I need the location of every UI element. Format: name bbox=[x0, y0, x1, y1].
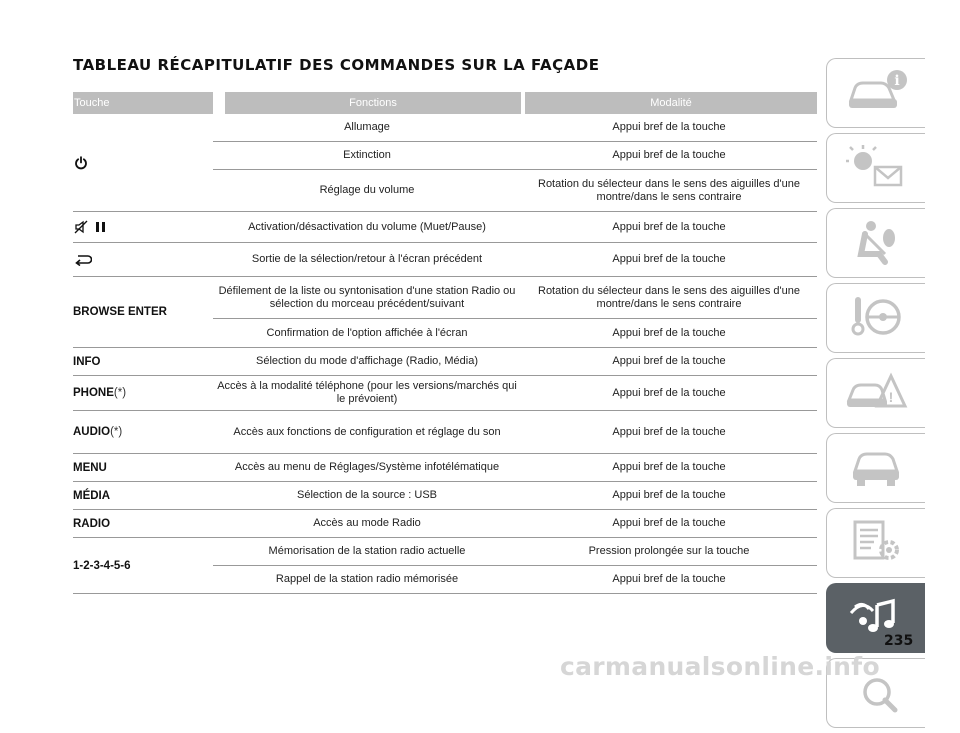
table-row bbox=[73, 243, 817, 277]
table-row bbox=[73, 114, 817, 212]
function-cell: Rappel de la station radio mémorisée bbox=[275, 573, 459, 585]
table-header bbox=[73, 92, 817, 114]
function-cell: Extinction bbox=[343, 149, 391, 161]
table-subrow bbox=[213, 114, 817, 141]
table-row bbox=[73, 538, 817, 594]
table-row bbox=[73, 348, 817, 376]
table-subrow bbox=[213, 212, 817, 242]
key-cell bbox=[73, 114, 213, 211]
key-cell bbox=[73, 538, 213, 593]
specs-gear-icon bbox=[841, 516, 911, 571]
back-icon bbox=[73, 254, 92, 266]
mode-cell: Appui bref de la touche bbox=[612, 220, 726, 233]
table-row bbox=[73, 376, 817, 411]
function-cell: Mémorisation de la station radio actuelle bbox=[268, 545, 466, 557]
key-cell bbox=[73, 348, 213, 375]
key-label: RADIO bbox=[73, 517, 111, 530]
seat-airbag-icon bbox=[841, 216, 911, 271]
mode-cell: Appui bref de la touche bbox=[612, 517, 726, 529]
key-cell bbox=[73, 376, 213, 410]
header-modalite: Modalité bbox=[525, 92, 817, 114]
table-row bbox=[73, 510, 817, 538]
key-cell bbox=[73, 510, 213, 537]
mode-cell: Appui bref de la touche bbox=[612, 149, 726, 161]
table-subrow bbox=[213, 318, 817, 347]
key-cell bbox=[73, 454, 213, 481]
function-cell: Allumage bbox=[344, 121, 390, 133]
table-subrow bbox=[213, 510, 817, 537]
key-cell bbox=[73, 243, 213, 276]
table-subrow bbox=[213, 565, 817, 593]
commands-table bbox=[73, 92, 817, 594]
mode-cell: Appui bref de la touche bbox=[612, 461, 726, 473]
function-cell: Accès au menu de Réglages/Système infotélématique bbox=[234, 461, 500, 473]
sidebar-tab-steering-key[interactable] bbox=[826, 283, 925, 353]
power-icon bbox=[73, 156, 88, 170]
key-cell bbox=[73, 411, 213, 453]
table-subrow bbox=[213, 482, 817, 509]
table-subrow bbox=[213, 141, 817, 169]
function-cell: Sélection de la source : USB bbox=[296, 489, 438, 501]
table-subrow bbox=[213, 277, 817, 318]
function-cell: Accès aux fonctions de configuration et réglage du son bbox=[233, 425, 501, 438]
mode-cell: Appui bref de la touche bbox=[612, 425, 726, 438]
sidebar-tab-car-breakdown[interactable] bbox=[826, 358, 925, 428]
key-label: PHONE bbox=[73, 387, 114, 399]
table-subrow bbox=[213, 411, 817, 453]
key-cell bbox=[73, 482, 213, 509]
mode-cell: Appui bref de la touche bbox=[612, 386, 726, 399]
mode-cell: Appui bref de la touche bbox=[612, 489, 726, 501]
table-subrow bbox=[213, 348, 817, 375]
page-title: TABLEAU RÉCAPITULATIF DES COMMANDES SUR LA FAÇADE bbox=[73, 56, 600, 74]
mode-cell: Pression prolongée sur la touche bbox=[588, 545, 750, 557]
sidebar-tab-specs-gear[interactable] bbox=[826, 508, 925, 578]
mode-cell: Appui bref de la touche bbox=[612, 326, 726, 339]
key-cell bbox=[73, 277, 213, 347]
key-label: AUDIO bbox=[73, 426, 111, 438]
table-row bbox=[73, 277, 817, 348]
table-row bbox=[73, 454, 817, 482]
key-label: BROWSE ENTER bbox=[73, 306, 167, 318]
function-cell: Réglage du volume bbox=[319, 184, 415, 196]
warning-lights-icon bbox=[841, 141, 911, 196]
svg-text:i: i bbox=[894, 72, 900, 89]
table-row bbox=[73, 482, 817, 510]
car-breakdown-icon bbox=[841, 366, 911, 421]
mode-cell: Appui bref de la touche bbox=[612, 355, 726, 367]
mode-cell: Rotation du sélecteur dans le sens des aiguilles d'une montre/dans le sens contraire bbox=[538, 177, 800, 203]
function-cell: Sortie de la sélection/retour à l'écran précédent bbox=[251, 253, 483, 265]
table-body bbox=[73, 114, 817, 594]
key-label: MÉDIA bbox=[73, 489, 111, 502]
mode-cell: Appui bref de la touche bbox=[612, 121, 726, 133]
function-cell: Accès au mode Radio bbox=[313, 517, 421, 529]
table-row bbox=[73, 411, 817, 454]
key-note: (*) bbox=[113, 387, 127, 399]
table-row bbox=[73, 212, 817, 243]
sidebar-tab-warning-lights[interactable] bbox=[826, 133, 925, 203]
sidebar-tab-car-info[interactable] bbox=[826, 58, 925, 128]
header-touche: Touche bbox=[73, 92, 213, 114]
function-cell: Accès à la modalité téléphone (pour les versions/marchés qui le prévoient) bbox=[217, 380, 517, 405]
table-subrow bbox=[213, 243, 817, 276]
table-subrow bbox=[213, 454, 817, 481]
chapter-sidebar bbox=[826, 58, 927, 733]
function-cell: Confirmation de l'option affichée à l'écran bbox=[266, 326, 468, 339]
function-cell: Activation/désactivation du volume (Muet/Pause) bbox=[248, 220, 486, 233]
key-label: INFO bbox=[73, 355, 101, 368]
sidebar-tab-seat-airbag[interactable] bbox=[826, 208, 925, 278]
mode-cell: Appui bref de la touche bbox=[612, 573, 726, 585]
function-cell: Sélection du mode d'affichage (Radio, Média) bbox=[255, 355, 479, 367]
car-info-icon bbox=[841, 66, 911, 121]
key-note: (*) bbox=[110, 426, 123, 438]
watermark: carmanualsonline.info bbox=[560, 652, 880, 681]
key-label: MENU bbox=[73, 461, 107, 474]
car-maintenance-icon bbox=[841, 441, 911, 496]
table-subrow bbox=[213, 169, 817, 211]
mute-pause-icon bbox=[73, 220, 110, 234]
table-subrow bbox=[213, 376, 817, 410]
header-fonctions: Fonctions bbox=[225, 92, 521, 114]
key-label: 1-2-3-4-5-6 bbox=[73, 559, 131, 572]
function-cell: Défilement de la liste ou syntonisation d'une station Radio ou sélection du morceau précédent/suivant bbox=[218, 284, 516, 310]
key-cell bbox=[73, 212, 213, 242]
sidebar-tab-car-maintenance[interactable] bbox=[826, 433, 925, 503]
mode-cell: Appui bref de la touche bbox=[612, 253, 726, 265]
table-subrow bbox=[213, 538, 817, 565]
page-number: 235 bbox=[884, 633, 914, 649]
mode-cell: Rotation du sélecteur dans le sens des aiguilles d'une montre/dans le sens contraire bbox=[538, 284, 800, 310]
steering-key-icon bbox=[841, 291, 911, 346]
svg-text:!: ! bbox=[888, 388, 894, 405]
